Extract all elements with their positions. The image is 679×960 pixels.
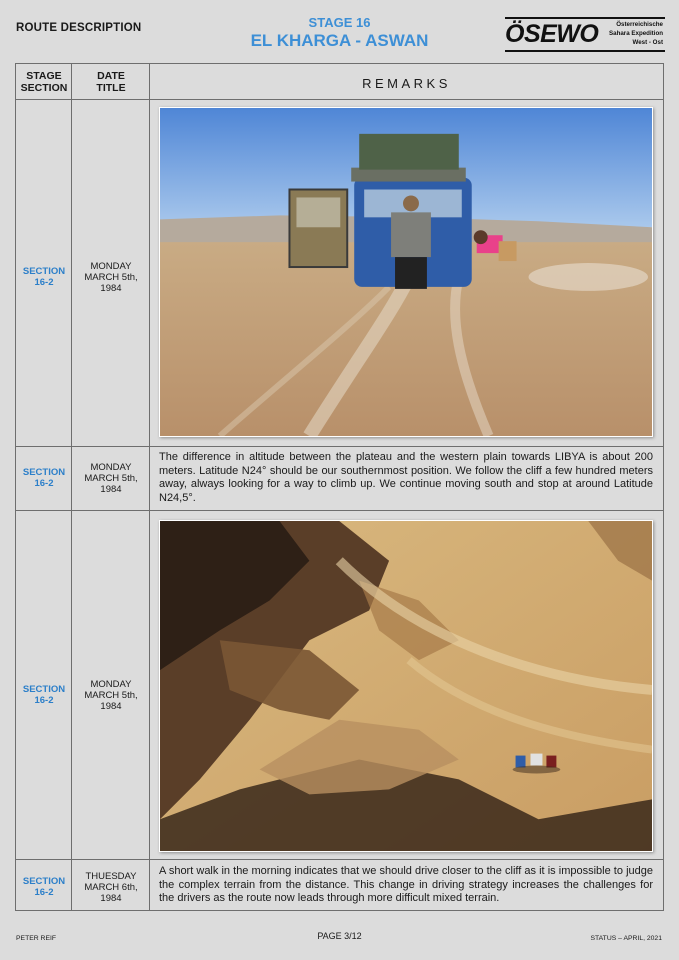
section-line: SECTION: [22, 876, 66, 887]
photo-van-stuck-in-sand: [159, 107, 653, 437]
row-divider: [16, 446, 663, 447]
date-line: MONDAY: [90, 462, 132, 473]
date-line: 1984: [100, 893, 122, 904]
date-title-header: [72, 70, 150, 94]
section-line: 16-2: [34, 478, 54, 489]
remark-paragraph: The difference in altitude between the plateau and the western plain towards LIBYA is about 200 meters. Latitude N24° should be our southernmost position. We follow the cliff a few hundred meters away, always looking for a way to climb up. We continue moving south and stop at around Latitude N24,5°.: [159, 451, 653, 504]
date-cell: [72, 871, 150, 904]
section-line: SECTION: [22, 684, 66, 695]
header-line: DATE: [97, 70, 125, 82]
row-divider: [16, 99, 663, 100]
date-line: MARCH 6th,: [84, 882, 138, 893]
stage-name: EL KHARGA - ASWAN: [250, 31, 429, 50]
footer-status: STATUS – APRIL, 2021: [590, 935, 662, 942]
header-line: STAGE: [26, 70, 62, 82]
remarks-header: REMARKS: [362, 76, 451, 91]
logo-subtitle: [593, 20, 663, 47]
logo-subtitle-line: West - Ost: [632, 39, 663, 46]
date-line: MARCH 5th,: [84, 272, 138, 283]
section-cell: [16, 684, 72, 706]
section-line: SECTION: [22, 266, 66, 277]
stage-section-header: [16, 70, 72, 94]
date-cell: [72, 679, 150, 712]
photo-desert-dunes: [159, 520, 653, 852]
van-photo-image: [160, 108, 652, 436]
section-line: 16-2: [34, 695, 54, 706]
header-line: SECTION: [20, 82, 68, 94]
date-line: MARCH 5th,: [84, 690, 138, 701]
osewo-logo: [505, 17, 665, 53]
section-cell: [16, 876, 72, 898]
dunes-photo-image: [160, 521, 652, 851]
date-cell: [72, 261, 150, 294]
row-divider: [16, 510, 663, 511]
logo-rule-bottom: [505, 50, 665, 52]
section-line: 16-2: [34, 887, 54, 898]
footer-author: PETER REIF: [16, 935, 57, 942]
section-line: SECTION: [22, 467, 66, 478]
date-line: MONDAY: [90, 261, 132, 272]
remark-paragraph: A short walk in the morning indicates that we should drive closer to the cliff as it is impossible to judge the complex terrain from the distance. This change in driving strategy increases the challenges for the drivers as the route now leads through more difficult mixed terrain.: [159, 865, 653, 904]
date-line: THUESDAY: [85, 871, 137, 882]
route-description-label: ROUTE DESCRIPTION: [16, 22, 142, 34]
section-line: 16-2: [34, 277, 54, 288]
date-line: 1984: [100, 484, 122, 495]
header-line: TITLE: [96, 82, 126, 94]
page-header: [0, 0, 679, 60]
stage-number: STAGE 16: [308, 15, 371, 30]
date-line: 1984: [100, 701, 122, 712]
logo-subtitle-line: Sahara Expedition: [609, 30, 663, 37]
route-table: [15, 63, 664, 911]
date-line: MONDAY: [90, 679, 132, 690]
logo-word: ÖSEWO: [505, 20, 599, 48]
row-divider: [16, 859, 663, 860]
logo-subtitle-line: Österreichische: [616, 21, 663, 28]
footer-page-number: PAGE 3/12: [317, 931, 362, 941]
section-cell: [16, 467, 72, 489]
logo-rule-top: [505, 17, 665, 19]
date-line: 1984: [100, 283, 122, 294]
section-cell: [16, 266, 72, 288]
date-cell: [72, 462, 150, 495]
date-line: MARCH 5th,: [84, 473, 138, 484]
